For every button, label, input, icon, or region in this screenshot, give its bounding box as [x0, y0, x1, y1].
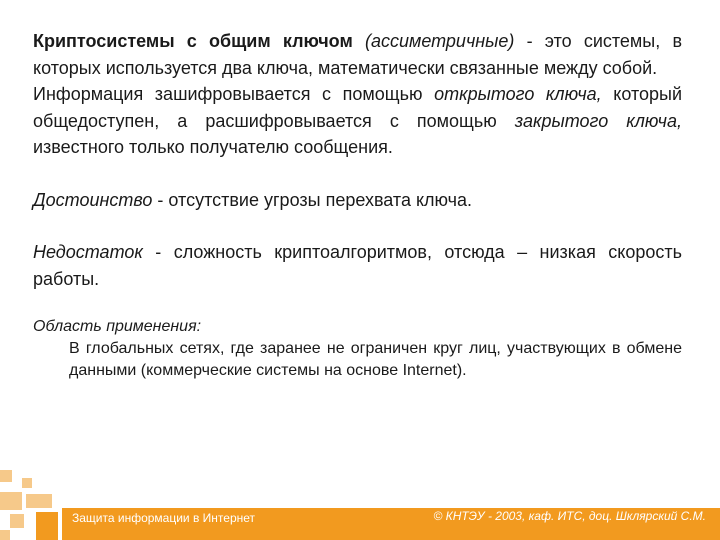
- advantage-text: - отсутствие угрозы перехвата ключа.: [152, 189, 473, 210]
- info-text-1: Информация зашифровывается с помощью: [33, 84, 435, 104]
- advantage-label: Достоинство: [33, 189, 153, 210]
- footer-left-text: Защита информации в Интернет: [72, 511, 256, 525]
- info-text-2: который общедоступен, а расшифровывается с помощью: [33, 84, 682, 131]
- decor-square: [0, 530, 10, 540]
- decor-square: [22, 478, 32, 488]
- intro-paren-italic: (ассиметричные): [364, 31, 515, 51]
- scope-section: [33, 316, 682, 382]
- disadvantage-text: - сложность криптоалгоритмов, отсюда – низкая скорость работы.: [33, 242, 682, 289]
- disadvantage-label: Недостаток: [33, 242, 143, 262]
- intro-rest: - это системы, в которых используется два ключа, математически связанные между собой.: [33, 31, 683, 78]
- footer-right-text: © КНТЭУ - 2003, каф. ИТС, доц. Шклярский С.М.: [433, 509, 706, 523]
- intro-bold-term: Криптосистемы с общим ключом: [33, 31, 353, 51]
- info-italic-2: закрытого ключа,: [514, 110, 682, 131]
- info-paragraph: [33, 81, 682, 161]
- slide-content: [33, 28, 682, 382]
- info-italic-1: открытого ключа,: [434, 84, 602, 104]
- decor-square: [36, 512, 58, 540]
- decor-square: [26, 494, 52, 508]
- intro-paragraph: [33, 28, 682, 81]
- scope-title: Область применения:: [33, 318, 202, 335]
- decor-square: [10, 514, 24, 528]
- disadvantage-paragraph: [33, 239, 682, 292]
- advantage-paragraph: [33, 187, 682, 214]
- scope-text: В глобальных сетях, где заранее не ограничен круг лиц, участвующих в обмене данными (коммерческие системы на основе Internet).: [69, 340, 682, 379]
- decor-square: [0, 470, 12, 482]
- info-text-3: известного только получателю сообщения.: [33, 137, 393, 157]
- decor-square: [0, 492, 22, 510]
